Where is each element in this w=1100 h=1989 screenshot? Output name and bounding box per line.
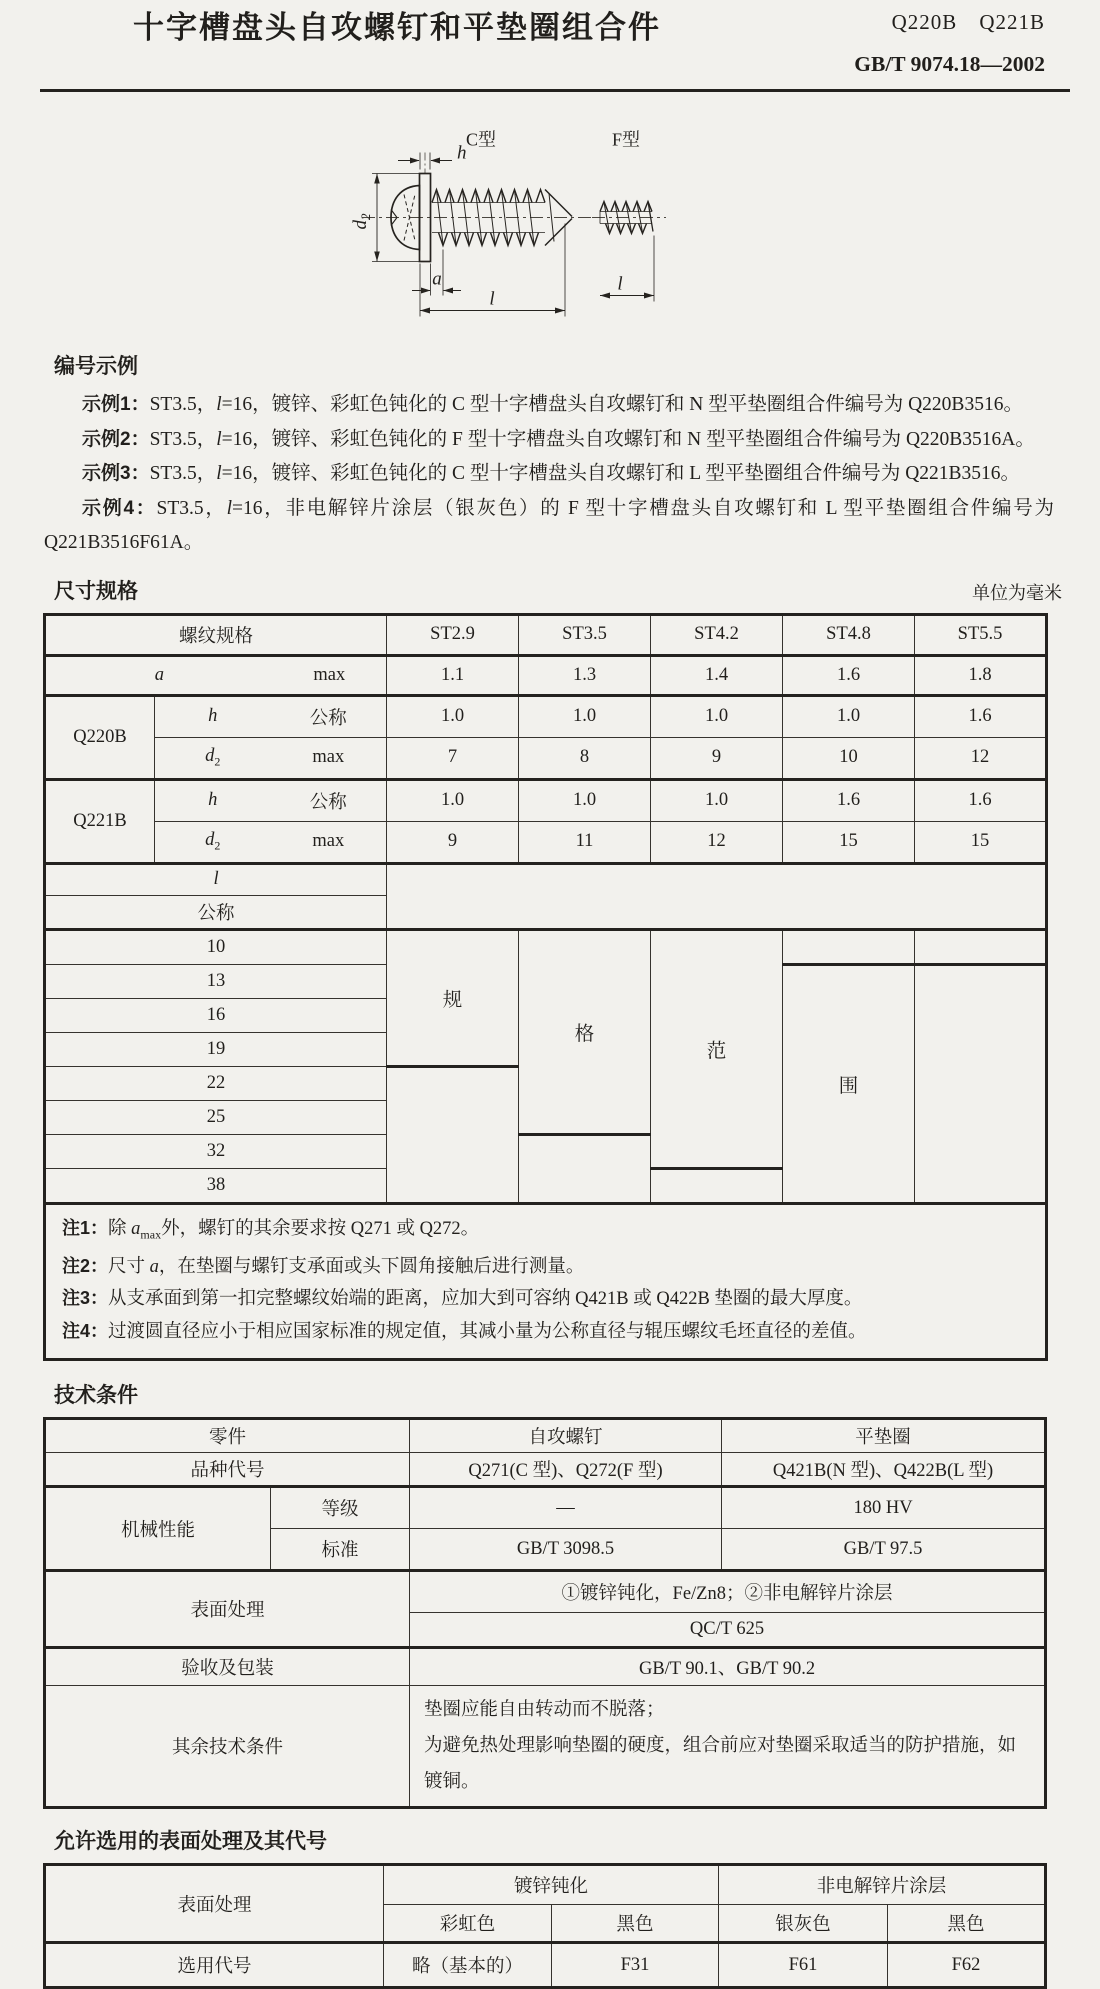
code-value-cell: F62 — [888, 1943, 1046, 1988]
dim-value-cell: 1.3 — [519, 655, 651, 695]
screw-col-header: 自攻螺钉 — [410, 1419, 722, 1453]
range-box-st2.9: 规 — [387, 929, 519, 1066]
example-4-label: 示例4： — [82, 497, 157, 519]
row-q220b-d2 — [45, 737, 1047, 779]
range-gap-st4.8 — [783, 929, 915, 964]
surface-label-cell: 表面处理 — [45, 1571, 410, 1648]
row-length-label — [45, 863, 1047, 895]
type-f-label: F型 — [611, 129, 641, 150]
type-c-label: C型 — [465, 129, 497, 150]
notes-row — [45, 1203, 1047, 1360]
unit-label: 单位为毫米 — [972, 582, 1062, 603]
dim-value-cell: 9 — [651, 737, 783, 779]
tech-row-part — [45, 1419, 1046, 1453]
tech-row-variety — [45, 1453, 1046, 1487]
accept-value-cell: GB/T 90.1、GB/T 90.2 — [410, 1648, 1046, 1686]
dim-value-cell: 15 — [915, 821, 1047, 863]
sub-silver-cell: 银灰色 — [719, 1905, 888, 1943]
example-2: 示例2：ST3.5，l=16，镀锌、彩虹色钝化的 F 型十字槽盘头自攻螺钉和 N 型平垫圈组合件编号为 Q220B3516A。 — [82, 428, 1035, 450]
dims-header-row — [45, 614, 1047, 655]
row-a — [45, 655, 1047, 695]
note-2: 注2：尺寸 a，在垫圈与螺钉支承面或头下圆角接触后进行测量。 — [62, 1255, 585, 1277]
dim-value-cell: 1.6 — [915, 779, 1047, 821]
length-value-cell: 16 — [45, 998, 387, 1032]
surface-code-row — [45, 1943, 1046, 1988]
svg-text:l: l — [617, 273, 623, 295]
other-value-cell — [410, 1686, 1046, 1808]
tech-row-other — [45, 1686, 1046, 1808]
dims-heading-row — [0, 575, 1062, 605]
tech-row-acceptance — [45, 1648, 1046, 1686]
standard-number: GB/T 9074.18—2002 — [854, 52, 1045, 76]
treat-label-cell: 表面处理 — [45, 1865, 384, 1943]
note-3: 注3：从支承面到第一扣完整螺纹始端的距离，应加大到可容纳 Q421B 或 Q422B 垫圈的最大厚度。 — [62, 1288, 863, 1310]
code-value-cell: F61 — [719, 1943, 888, 1988]
std-screw-cell: GB/T 3098.5 — [410, 1529, 722, 1571]
spec-label-cell: 螺纹规格 — [45, 614, 387, 655]
std-label-cell: 标准 — [271, 1529, 410, 1571]
dim-value-cell: 1.0 — [519, 695, 651, 737]
surface-line2-cell: QC/T 625 — [410, 1613, 1046, 1648]
table-notes — [45, 1203, 1047, 1360]
size-col-header: ST2.9 — [387, 614, 519, 655]
example-3: 示例3：ST3.5，l=16，镀锌、彩虹色钝化的 C 型十字槽盘头自攻螺钉和 L 型平垫圈组合件编号为 Q221B3516。 — [82, 463, 1021, 484]
example-4: 示例4：ST3.5，l=16，非电解锌片涂层（银灰色）的 F 型十字槽盘头自攻螺钉和 L 型平垫圈组合件编号为 Q221B3516F61A。 — [44, 497, 1054, 553]
length-value-cell: 32 — [45, 1134, 387, 1168]
length-value-cell: 25 — [45, 1100, 387, 1134]
other-line-1: 垫圈应能自由转动而不脱落； — [424, 1700, 665, 1721]
dim-value-cell: 1.0 — [387, 695, 519, 737]
size-col-header: ST5.5 — [915, 614, 1047, 655]
dim-value-cell: 1.4 — [651, 655, 783, 695]
code-value-cell: F31 — [552, 1943, 719, 1988]
grade-washer-cell: 180 HV — [722, 1487, 1046, 1529]
dim-value-cell: 1.8 — [915, 655, 1047, 695]
range-box-st4.2: 范 — [651, 929, 783, 1168]
svg-text:a: a — [432, 268, 442, 290]
example-1-label: 示例1： — [82, 394, 150, 415]
surface-heading: 允许选用的表面处理及其代号 — [54, 1830, 327, 1854]
dim-value-cell: 1.6 — [783, 655, 915, 695]
surface-table — [43, 1863, 1047, 1989]
accept-label-cell: 验收及包装 — [45, 1648, 410, 1686]
dim-value-cell: 1.1 — [387, 655, 519, 695]
dims-heading: 尺寸规格 — [54, 579, 138, 603]
dim-value-cell: 1.0 — [651, 779, 783, 821]
length-header-spacer — [387, 863, 1047, 929]
dim-value-cell: 1.6 — [783, 779, 915, 821]
row-q221b-h — [45, 779, 1047, 821]
code-q220b-cell: Q220B — [45, 695, 155, 779]
page-title: 十字槽盘头自攻螺钉和平垫圈组合件 — [133, 10, 661, 45]
sub-rainbow-cell: 彩虹色 — [384, 1905, 552, 1943]
dim-value-cell: 7 — [387, 737, 519, 779]
nominal-label-cell: 公称 — [45, 895, 387, 929]
dim-value-cell: 9 — [387, 821, 519, 863]
variety-screw-cell: Q271(C 型)、Q272(F 型) — [410, 1453, 722, 1487]
note-4: 注4：过渡圆直径应小于相应国家标准的规定值，其减小量为公称直径与辊压螺纹毛坯直径的差值。 — [62, 1320, 867, 1342]
row-q220b-h — [45, 695, 1047, 737]
range-gap-st3.5 — [519, 1134, 651, 1203]
dimension-h — [398, 143, 467, 170]
standard-part-codes: Q220B Q221B — [891, 10, 1045, 34]
range-box-st3.5: 格 — [519, 929, 651, 1134]
group-zinc-cell: 镀锌钝化 — [384, 1865, 719, 1905]
dim-value-cell: 15 — [783, 821, 915, 863]
length-row — [45, 929, 1047, 964]
range-box-st4.8: 围 — [783, 964, 915, 1203]
length-value-cell: 38 — [45, 1168, 387, 1203]
dim-value-cell: 12 — [915, 737, 1047, 779]
mech-label-cell: 机械性能 — [45, 1487, 271, 1571]
row-h-label: h 公称 — [155, 779, 387, 821]
size-col-header: ST3.5 — [519, 614, 651, 655]
surface-line1-cell: ①镀锌钝化，Fe/Zn8；②非电解锌片涂层 — [410, 1571, 1046, 1613]
dim-value-cell: 12 — [651, 821, 783, 863]
sub-black2-cell: 黑色 — [888, 1905, 1046, 1943]
size-col-header: ST4.2 — [651, 614, 783, 655]
range-box-st5.5 — [915, 964, 1047, 1203]
code-label-cell: 选用代号 — [45, 1943, 384, 1988]
dimension-l-f — [600, 236, 654, 302]
svg-text:d2: $d_2$ — [350, 213, 373, 230]
tech-row-grade — [45, 1487, 1046, 1529]
tech-heading: 技术条件 — [54, 1384, 138, 1408]
note-1: 注1：除 $a_{max}$外，螺钉的其余要求按 Q271 或 Q272。 — [62, 1217, 480, 1242]
numbering-examples-heading: 编号示例 — [54, 355, 138, 378]
other-line-2: 为避免热处理影响垫圈的硬度，组合前应对垫圈采取适当的防护措施，如镀铜。 — [424, 1736, 1017, 1793]
dimension-d2 — [350, 174, 419, 262]
tech-row-surface-1 — [45, 1571, 1046, 1613]
sub-black-cell: 黑色 — [552, 1905, 719, 1943]
length-value-cell: 19 — [45, 1032, 387, 1066]
dim-value-cell: 8 — [519, 737, 651, 779]
screw-washer-drawing — [290, 96, 770, 334]
length-value-cell: 22 — [45, 1066, 387, 1100]
dim-value-cell: 1.0 — [387, 779, 519, 821]
std-washer-cell: GB/T 97.5 — [722, 1529, 1046, 1571]
range-gap-st4.2 — [651, 1168, 783, 1203]
length-value-cell: 10 — [45, 929, 387, 964]
dim-value-cell: 1.0 — [519, 779, 651, 821]
length-label-cell: l — [45, 863, 387, 895]
length-value-cell: 13 — [45, 964, 387, 998]
other-label-cell: 其余技术条件 — [45, 1686, 410, 1808]
code-q221b-cell: Q221B — [45, 779, 155, 863]
example-1: 示例1：ST3.5，l=16，镀锌、彩虹色钝化的 C 型十字槽盘头自攻螺钉和 N 型平垫圈组合件编号为 Q220B3516。 — [82, 394, 1023, 415]
example-3-label: 示例3： — [82, 463, 150, 484]
row-a-label: a max — [45, 655, 387, 695]
dim-value-cell: 1.0 — [783, 695, 915, 737]
row-d2-label: $d_2$ max — [155, 737, 387, 779]
part-label-cell: 零件 — [45, 1419, 410, 1453]
document-header — [40, 0, 1070, 92]
tech-table — [43, 1417, 1047, 1809]
dim-value-cell: 1.0 — [651, 695, 783, 737]
dims-table — [43, 613, 1048, 1362]
assembly-figure — [0, 92, 1100, 334]
example-2-label: 示例2： — [82, 428, 150, 450]
range-gap-st2.9 — [387, 1066, 519, 1203]
grade-screw-cell: — — [410, 1487, 722, 1529]
dim-value-cell: 1.6 — [915, 695, 1047, 737]
variety-label-cell: 品种代号 — [45, 1453, 410, 1487]
range-gap-st5.5 — [915, 929, 1047, 964]
washer-col-header: 平垫圈 — [722, 1419, 1046, 1453]
row-d2-label: $d_2$ max — [155, 821, 387, 863]
size-col-header: ST4.8 — [783, 614, 915, 655]
variety-washer-cell: Q421B(N 型)、Q422B(L 型) — [722, 1453, 1046, 1487]
surface-group-row — [45, 1865, 1046, 1905]
dim-value-cell: 11 — [519, 821, 651, 863]
grade-label-cell: 等级 — [271, 1487, 410, 1529]
row-h-label: h 公称 — [155, 695, 387, 737]
dim-value-cell: 10 — [783, 737, 915, 779]
svg-text:h: h — [457, 142, 467, 164]
row-q221b-d2 — [45, 821, 1047, 863]
code-value-cell: 略（基本的） — [384, 1943, 552, 1988]
svg-text:l: l — [489, 288, 495, 310]
group-flake-cell: 非电解锌片涂层 — [719, 1865, 1046, 1905]
